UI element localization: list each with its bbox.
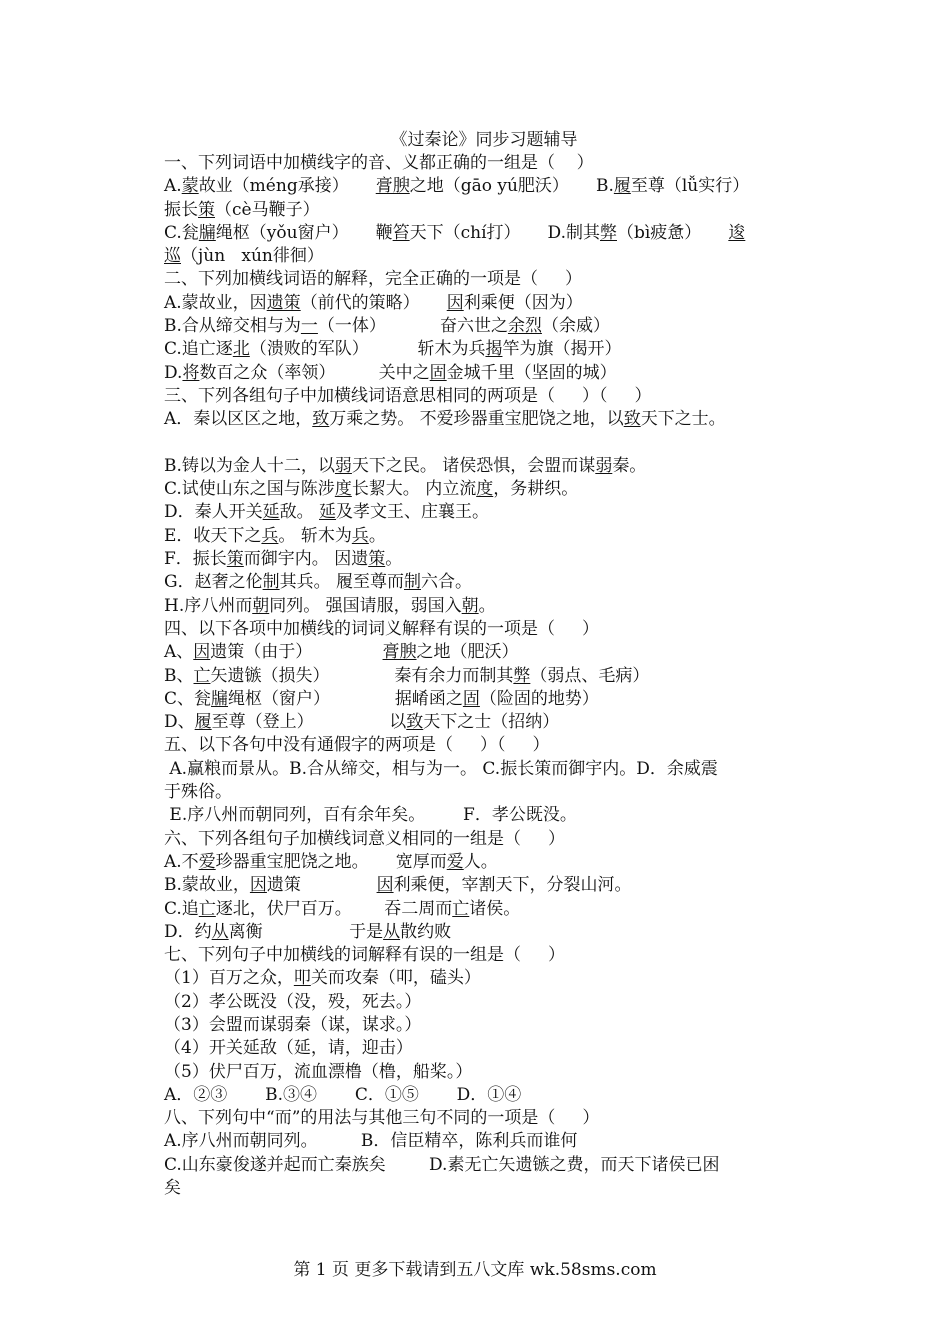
text-segment: 六、下列各组句子加横线词意义相同的一组是（ ） (164, 828, 566, 849)
underlined-term: 兵 (261, 525, 279, 546)
text-line (164, 874, 804, 897)
text-segment: 关而攻秦（叩，磕头） (310, 968, 481, 989)
text-line (164, 1037, 804, 1060)
text-segment: E.序八州而朝同列，百有余年矣。 F．孝公既没。 (164, 805, 577, 826)
text-segment: 六合。 (421, 572, 472, 593)
text-segment: （1）百万之众， (164, 968, 294, 989)
text-segment: （2）孝公既没（没，殁，死去。） (164, 991, 422, 1012)
text-line (164, 665, 804, 688)
text-line (164, 525, 804, 548)
text-segment: A．秦以区区之地， (164, 409, 313, 430)
text-segment: B.蒙故业， (164, 875, 250, 896)
text-segment: 遗策（由于） (210, 642, 383, 663)
text-segment: C.瓮 (164, 222, 199, 243)
text-segment: C、瓮 (164, 688, 212, 709)
text-line (164, 199, 804, 222)
text-segment: E．收天下之 (164, 525, 262, 546)
underlined-term: 将 (182, 362, 200, 383)
text-segment: B.铸以为金人十二，以 (164, 455, 335, 476)
text-segment: 于殊俗。 (164, 782, 232, 803)
text-segment: 。 (385, 549, 403, 570)
text-segment: A．②③ B.③④ C．①⑤ D．①④ (164, 1084, 522, 1105)
underlined-term: 致 (406, 712, 424, 733)
text-line (164, 688, 804, 711)
text-segment: （bì疲惫） (616, 222, 729, 243)
text-segment: C.追亡逐 (164, 339, 233, 360)
underlined-term: 爱 (198, 851, 216, 872)
underlined-term: 巡 (164, 246, 181, 267)
underlined-term: 致 (312, 409, 330, 430)
underlined-term: 牖 (211, 688, 229, 709)
text-segment: A.不 (164, 851, 199, 872)
text-segment: 矣 (164, 1178, 181, 1199)
text-segment: 之地（肥沃） (416, 642, 519, 663)
document-title: 《过秦论》同步习题辅导 (390, 130, 578, 150)
text-line (164, 851, 804, 874)
text-segment: （4）开关延敌（延，请，迎击） (164, 1038, 413, 1059)
document-body (164, 152, 804, 1200)
text-segment: 离衡 于是 (228, 921, 384, 942)
underlined-term: 弱 (334, 455, 352, 476)
text-line (164, 967, 804, 990)
underlined-term: 弱 (595, 455, 613, 476)
text-segment: A.序八州而朝同列。 B．信臣精卒，陈利兵而谁何 (164, 1131, 578, 1152)
text-segment: C.试使山东之国与陈涉 (164, 479, 335, 500)
text-line (164, 478, 804, 501)
text-segment: 诸侯。 (469, 898, 521, 919)
text-line (164, 921, 804, 944)
underlined-term: 从 (383, 921, 401, 942)
text-line (164, 1107, 804, 1130)
text-segment: 天下之士（招纳） (423, 712, 560, 733)
underlined-term: 因 (376, 875, 394, 896)
text-segment: 敌。 (279, 502, 320, 523)
underlined-term: 履 (194, 712, 212, 733)
text-segment: C.山东豪俊遂并起而亡秦族矣 D.素无亡矢遗镞之费，而天下诸侯已困 (164, 1154, 720, 1175)
text-segment: 天下（chí打） D.制其 (409, 222, 600, 243)
text-segment: 其兵。 履至尊而 (279, 572, 404, 593)
text-segment: （jùn xún徘徊） (181, 246, 324, 267)
underlined-term: 因 (446, 292, 464, 313)
text-segment: F．振长 (164, 549, 227, 570)
text-line (164, 268, 804, 291)
underlined-term: 逡 (728, 222, 746, 243)
text-segment: 竿为旗（揭开） (502, 339, 622, 360)
underlined-term: 度 (334, 479, 352, 500)
text-segment: 故业（méng承接） (198, 176, 376, 197)
text-segment: （前代的策略） (300, 292, 447, 313)
page-footer: 第 1 页 更多下载请到五八文库 wk.58sms.com (293, 1260, 657, 1280)
underlined-term: 笞 (392, 222, 410, 243)
text-line (164, 222, 804, 245)
underlined-term: 致 (623, 409, 641, 430)
text-segment: ，务耕织。 (493, 479, 579, 500)
text-segment: A. (164, 176, 182, 197)
text-segment: 逐北，伏尸百万。 吞二周而 (215, 898, 453, 919)
text-segment: 绳枢（yǒu窗户） 鞭 (215, 222, 393, 243)
text-segment: 长絜大。 内立流 (351, 479, 477, 500)
underlined-term: 固 (462, 688, 480, 709)
underlined-term: 一 (300, 316, 318, 337)
underlined-term: 朝 (461, 595, 479, 616)
text-line (164, 338, 804, 361)
text-segment: C.追 (164, 898, 199, 919)
text-segment: 利乘便（因为） (463, 292, 583, 313)
text-segment: （余威） (541, 316, 610, 337)
underlined-term: 北 (232, 339, 250, 360)
text-segment: B.合从缔交相与为 (164, 316, 301, 337)
text-segment: （5）伏尸百万，流血漂橹（橹，船桨。） (164, 1061, 473, 1082)
text-line (164, 1061, 804, 1084)
text-line (164, 245, 804, 268)
text-segment: 七、下列句子中加横线的词解释有误的一组是（ ） (164, 945, 566, 966)
underlined-term: 履 (613, 176, 631, 197)
text-line (164, 618, 804, 641)
text-line (164, 804, 804, 827)
text-line (164, 315, 804, 338)
text-segment: D. (164, 362, 183, 383)
underlined-term: 制 (404, 572, 421, 593)
document-page (164, 129, 804, 1200)
underlined-term: 从 (211, 921, 229, 942)
underlined-term: 兵 (351, 525, 369, 546)
underlined-term: 固 (429, 362, 447, 383)
text-segment: （一体） 奋六世之 (317, 316, 508, 337)
text-segment: A.蒙故业，因 (164, 292, 267, 313)
text-segment: 至尊（登上） 以 (211, 712, 407, 733)
text-segment: （弱点、毛病） (530, 665, 650, 686)
text-line (164, 408, 804, 431)
text-line (164, 828, 804, 851)
text-line (164, 711, 804, 734)
text-line (164, 734, 804, 757)
text-segment: 八、下列句中“而”的用法与其他三句不同的一项是（ ） (164, 1108, 600, 1129)
underlined-term: 朝 (252, 595, 270, 616)
text-segment: 矢遗镞（损失） 秦有余力而制其 (210, 665, 514, 686)
text-segment: D．秦人开关 (164, 502, 263, 523)
text-segment: 绳枢（窗户） 据崤函之 (228, 688, 463, 709)
text-line (164, 1130, 804, 1153)
text-segment: 同列。 强国请服，弱国入 (269, 595, 462, 616)
underlined-term: 因 (193, 642, 211, 663)
underlined-term: 爱 (446, 851, 464, 872)
underlined-term: 策 (198, 199, 215, 220)
text-segment: 天下之士。 (640, 409, 726, 430)
underlined-term: 膏腴 (382, 642, 417, 663)
text-line (164, 362, 804, 385)
text-segment: 而御宇内。 因遗 (243, 549, 369, 570)
text-line (164, 1154, 804, 1177)
text-segment: 三、下列各组句子中加横线词语意思相同的两项是（ ）（ ） (164, 385, 652, 406)
text-segment: （3）会盟而谋弱秦（谋，谋求。） (164, 1014, 422, 1035)
text-segment: 二、下列加横线词语的解释，完全正确的一项是（ ） (164, 269, 583, 290)
text-line (164, 548, 804, 571)
text-segment: 。 斩木为 (278, 525, 352, 546)
text-segment: 万乘之势。 不爱珍器重宝肥饶之地，以 (329, 409, 624, 430)
text-segment: H.序八州而 (164, 595, 253, 616)
underlined-term: 度 (476, 479, 494, 500)
text-segment: 珍器重宝肥饶之地。 宽厚而 (215, 851, 447, 872)
text-segment: 四、以下各项中加横线的词词义解释有误的一项是（ ） (164, 618, 600, 639)
text-line (164, 595, 804, 618)
text-segment: D、 (164, 712, 195, 733)
text-segment: 及孝文王、庄襄王。 (336, 502, 490, 523)
underlined-term: 余烈 (507, 316, 542, 337)
text-line (164, 152, 804, 175)
text-segment: 天下之民。 诸侯恐惧，会盟而谋 (351, 455, 596, 476)
text-segment: A.赢粮而景从。B.合从缔交，相与为一。 C.振长策而御宇内。D．余威震 (164, 758, 718, 779)
underlined-term: 揭 (485, 339, 503, 360)
text-line (164, 455, 804, 478)
underlined-term: 膏腴 (375, 176, 410, 197)
text-line (164, 175, 804, 198)
text-line (164, 641, 804, 664)
underlined-term: 策 (226, 549, 244, 570)
text-segment: G．赵奢之伦 (164, 572, 263, 593)
text-segment: （cè马鞭子） (215, 199, 320, 220)
underlined-term: 制 (262, 572, 280, 593)
text-segment: 至尊（lǚ实行） (630, 176, 750, 197)
text-segment: 一、下列词语中加横线字的音、义都正确的一组是（ ） (164, 153, 594, 173)
underlined-term: 叩 (293, 968, 311, 989)
underlined-term: 弊 (599, 222, 617, 243)
text-segment: 秦。 (612, 455, 647, 476)
underlined-term: 弊 (513, 665, 531, 686)
text-line (164, 944, 804, 967)
text-segment: 利乘便，宰割天下，分裂山河。 (393, 875, 632, 896)
text-line (164, 385, 804, 408)
text-line (164, 758, 804, 781)
text-line (164, 1177, 804, 1200)
text-line (164, 1084, 804, 1107)
text-segment: A、 (164, 642, 194, 663)
text-segment: （险固的地势） (479, 688, 599, 709)
text-segment: 。 (368, 525, 386, 546)
underlined-term: 亡 (198, 898, 216, 919)
underlined-term: 因 (249, 875, 267, 896)
text-line (164, 292, 804, 315)
text-segment: 。 (478, 595, 496, 616)
underlined-term: 策 (368, 549, 386, 570)
text-segment: 五、以下各句中没有通假字的两项是（ ）（ ） (164, 735, 550, 756)
text-line (164, 432, 804, 455)
text-segment: D．约 (164, 921, 212, 942)
text-line (164, 571, 804, 594)
text-segment: 遗策 (266, 875, 377, 896)
text-segment: 散约败 (400, 921, 452, 942)
underlined-term: 蒙 (181, 176, 199, 197)
text-line (164, 501, 804, 524)
text-segment: 振长 (164, 199, 198, 220)
underlined-term: 遗策 (266, 292, 301, 313)
text-line (164, 781, 804, 804)
text-line (164, 1014, 804, 1037)
text-line (164, 898, 804, 921)
underlined-term: 亡 (452, 898, 470, 919)
text-segment: B、 (164, 665, 194, 686)
underlined-term: 亡 (193, 665, 211, 686)
text-segment: 数百之众（率领） 关中之 (199, 362, 430, 383)
text-segment: 金城千里（坚固的城） (446, 362, 617, 383)
underlined-term: 牖 (198, 222, 216, 243)
underlined-term: 延 (262, 502, 280, 523)
text-segment: 人。 (463, 851, 498, 872)
text-line (164, 991, 804, 1014)
text-segment: （溃败的军队） 斩木为兵 (249, 339, 486, 360)
text-segment: 之地（gāo yú肥沃） B. (409, 176, 614, 197)
underlined-term: 延 (319, 502, 337, 523)
